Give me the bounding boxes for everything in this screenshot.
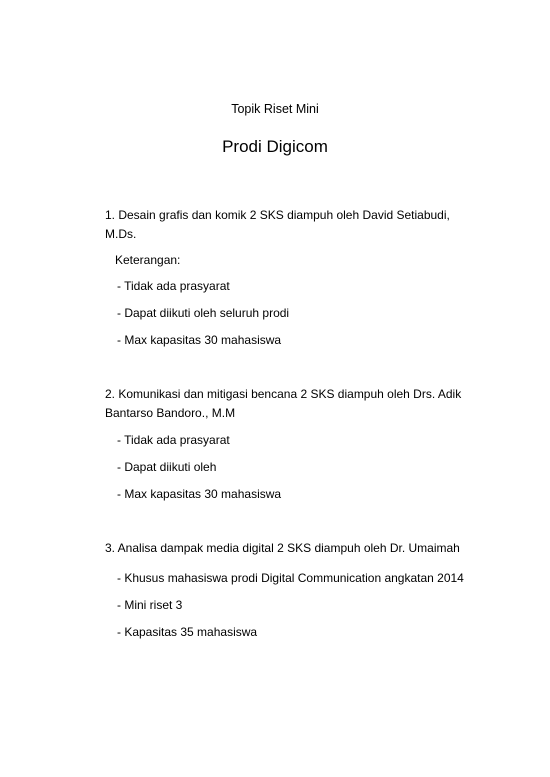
document-subtitle: Prodi Digicom	[222, 137, 328, 156]
topic-2-bullet-2: - Dapat diikuti oleh	[117, 460, 217, 474]
topic-2-bullet-1: - Tidak ada prasyarat	[117, 433, 230, 447]
topic-1-bullet-2: - Dapat diikuti oleh seluruh prodi	[117, 306, 290, 320]
topic-1-bullet-3: - Max kapasitas 30 mahasiswa	[117, 333, 282, 347]
topic-heading-2: 2. Komunikasi dan mitigasi bencana 2 SKS diampuh oleh Drs. Adik Bantarso Bandoro., M.M	[105, 387, 462, 420]
topic-3-bullet-1: - Khusus mahasiswa prodi Digital Communication angkatan 2014	[117, 571, 464, 585]
topic-1-note-label: Keterangan:	[115, 253, 181, 267]
topic-3-bullet-3: - Kapasitas 35 mahasiswa	[117, 625, 258, 639]
topic-heading-3: 3. Analisa dampak media digital 2 SKS diampuh oleh Dr. Umaimah	[105, 541, 460, 555]
topic-3-bullet-2: - Mini riset 3	[117, 598, 183, 612]
document-title: Topik Riset Mini	[231, 102, 319, 116]
topic-2-bullet-3: - Max kapasitas 30 mahasiswa	[117, 487, 282, 501]
topic-1-bullet-1: - Tidak ada prasyarat	[117, 279, 230, 293]
topic-heading-1: 1. Desain grafis dan komik 2 SKS diampuh oleh David Setiabudi, M.Ds.	[105, 208, 450, 241]
